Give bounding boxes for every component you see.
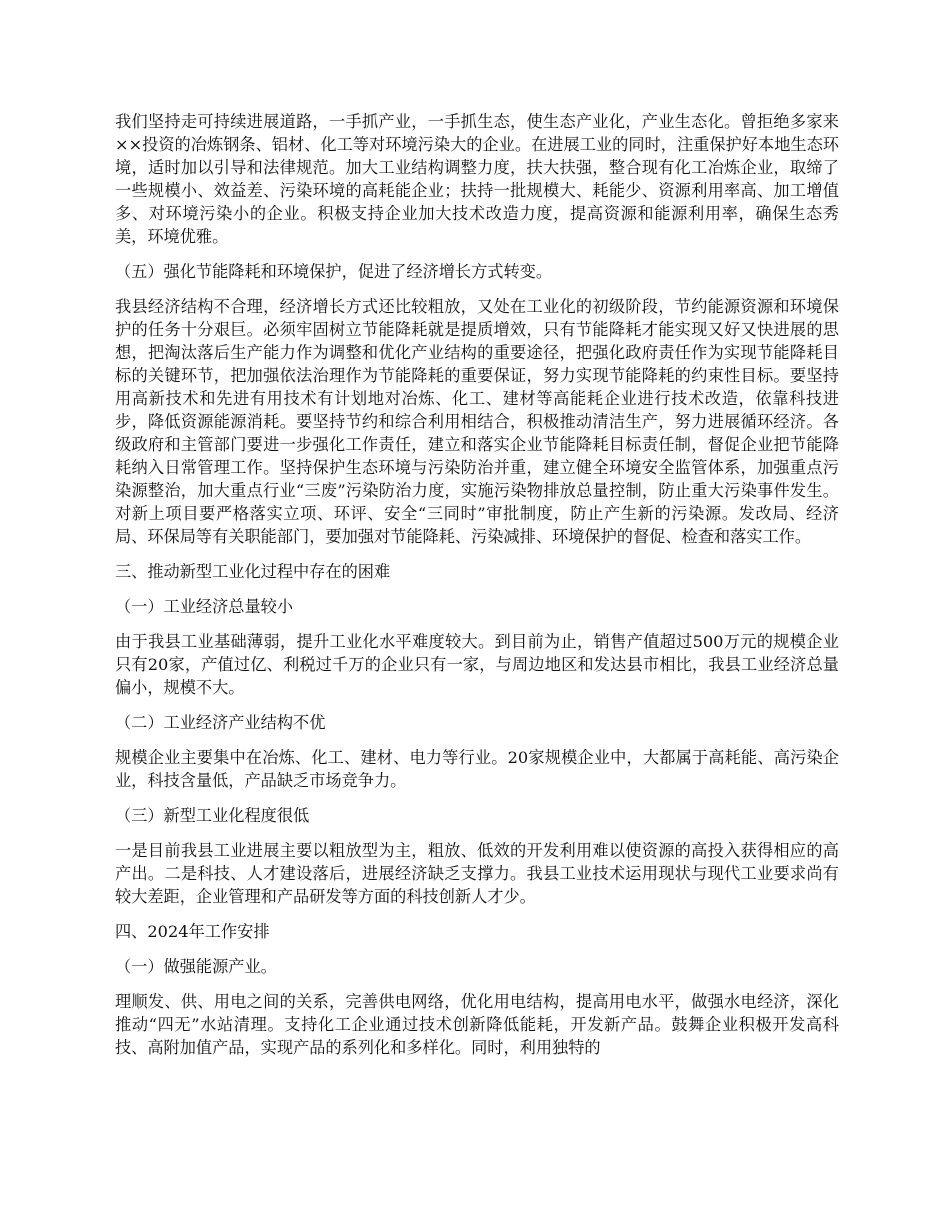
section-heading-energy-industry: （一）做强能源产业。 xyxy=(115,957,277,976)
paragraph-ecology: 我们坚持走可持续进展道路，一手抓产业，一手抓生态，使生态产业化，产业生态化。曾拒绝多家来××投资的冶炼钢条、铝材、化工等对环境污染大的企业。在进展工业的同时，注重保护好本地生态环境，适时加以引导和法律规范。加大工业结构调整力度，扶大扶强，整合现有化工冶炼企业，取缔了一些规模小、效益差、污染环境的高耗能企业；扶持一批规模大、耗能少、资源利用率高、加工增值多、对环境污染小的企业。积极支持企业加大技术改造力度，提高资源和能源利用率，确保生态秀美，环境优雅。 xyxy=(115,112,839,246)
section-heading-energy-saving: （五）强化节能降耗和环境保护，促进了经济增长方式转变。 xyxy=(115,262,553,281)
document-body xyxy=(115,110,839,1071)
paragraph-energy-saving: 我县经济结构不合理，经济增长方式还比较粗放，又处在工业化的初级阶段，节约能源资源和环境保护的任务十分艰巨。必须牢固树立节能降耗就是提质增效，只有节能降耗才能实现又好又快进展的思想，把淘汰落后生产能力作为调整和优化产业结构的重要途径，把强化政府责任作为实现节能降耗目标的关键环节，把加强依法治理作为节能降耗的重要保证，努力实现节能降耗的约束性目标。要坚持用高新技术和先进有用技术有计划地对冶炼、化工、建材等高能耗企业进行技术改造，依靠科技进步，降低资源能源消耗。要坚持节约和综合利用相结合，积极推动清洁生产，努力进展循环经济。各级政府和主管部门要进一步强化工作责任，建立和落实企业节能降耗目标责任制，督促企业把节能降耗纳入日常管理工作。坚持保护生态环境与污染防治并重，建立健全环境安全监管体系，加强重点污染源整治，加大重点行业“三废”污染防治力度，实施污染物排放总量控制，防止重大污染事件发生。对新上项目要严格落实立项、环评、安全“三同时”审批制度，防止产生新的污染源。发改局、经济局、环保局等有关职能部门，要加强对节能降耗、污染减排、环境保护的督促、检查和落实工作。 xyxy=(115,297,839,546)
section-heading-structure: （二）工业经济产业结构不优 xyxy=(115,713,326,732)
paragraph-structure: 规模企业主要集中在冶炼、化工、建材、电力等行业。20家规模企业中，大都属于高耗能、高污染企业，科技含量低，产品缺乏市场竞争力。 xyxy=(115,748,839,790)
paragraph-energy-industry: 理顺发、供、用电之间的关系，完善供电网络，优化用电结构，提高用电水平，做强水电经济，深化推动“四无”水站清理。支持化工企业通过技术创新降低能耗，开发新产品。鼓舞企业积极开发高科技、高附加值产品，实现产品的系列化和多样化。同时，利用独特的 xyxy=(115,992,839,1057)
chapter-heading-work-plan: 四、2024年工作安排 xyxy=(115,922,270,941)
section-heading-total-volume: （一）工业经济总量较小 xyxy=(115,597,294,616)
paragraph-total-volume: 由于我县工业基础薄弱，提升工业化水平难度较大。到目前为止，销售产值超过500万元的规模企业只有20家，产值过亿、利税过千万的企业只有一家，与周边地区和发达县市相比，我县工业经济总量偏小，规模不大。 xyxy=(115,632,839,697)
chapter-heading-difficulties: 三、推动新型工业化过程中存在的困难 xyxy=(115,562,391,581)
section-heading-industrialization: （三）新型工业化程度很低 xyxy=(115,806,310,825)
paragraph-industrialization: 一是目前我县工业进展主要以粗放型为主，粗放、低效的开发利用难以使资源的高投入获得相应的高产出。二是科技、人才建设落后，进展经济缺乏支撑力。我县工业技术运用现状与现代工业要求尚有较大差距，企业管理和产品研发等方面的科技创新人才少。 xyxy=(115,841,839,906)
